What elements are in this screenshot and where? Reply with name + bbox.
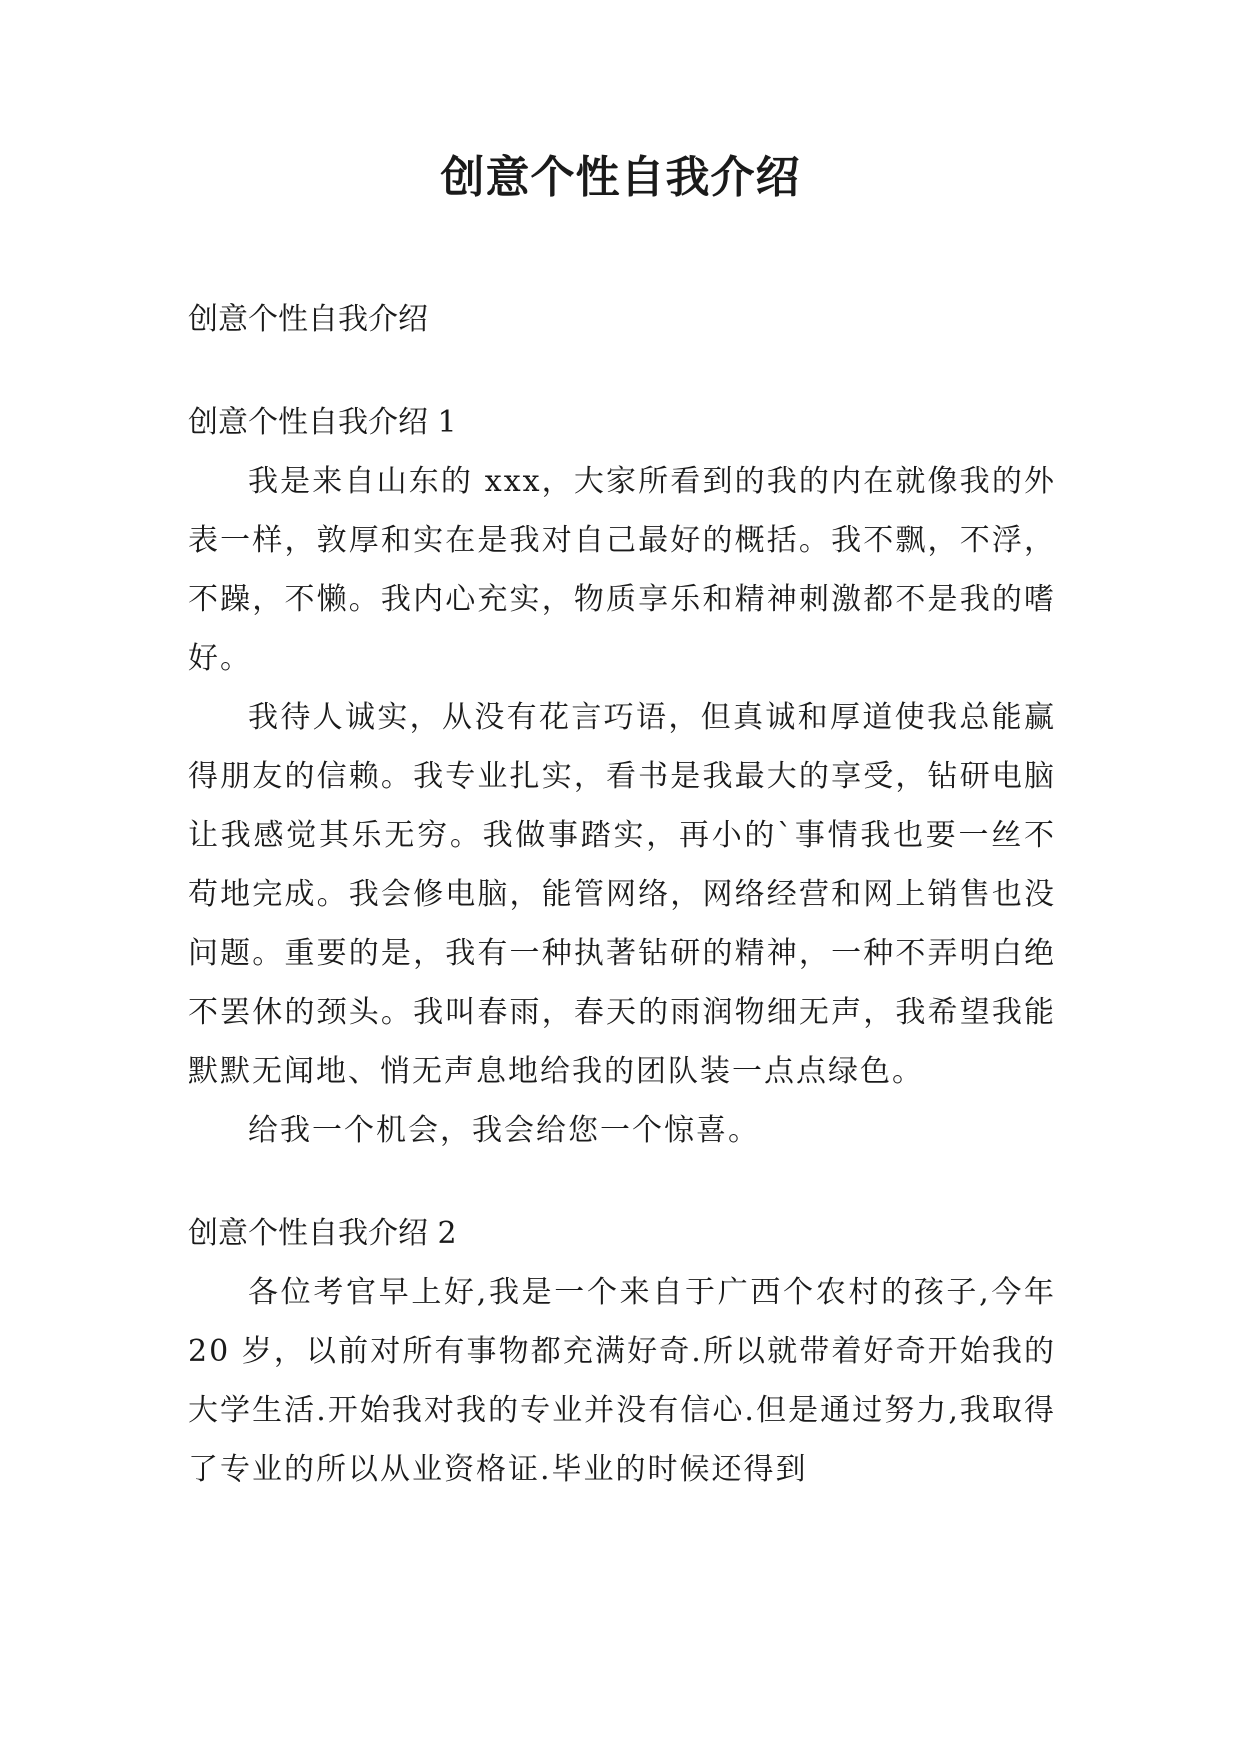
paragraph: 给我一个机会，我会给您一个惊喜。 <box>248 1113 760 1148</box>
section-2 <box>188 1204 1056 1499</box>
section-1 <box>188 393 1056 1160</box>
section-heading: 创意个性自我介绍 2 <box>188 1216 457 1251</box>
paragraph: 各位考官早上好,我是一个来自于广西个农村的孩子,今年 20 岁，以前对所有事物都充满好奇.所以就带着好奇开始我的大学生活.开始我对我的专业并没有信心.但是通过努力,我取得了专业的所以从业资格证.毕业的时候还得到 <box>188 1275 1056 1487</box>
paragraph: 我待人诚实，从没有花言巧语，但真诚和厚道使我总能赢得朋友的信赖。我专业扎实，看书是我最大的享受，钻研电脑让我感觉其乐无穷。我做事踏实，再小的`事情我也要一丝不苟地完成。我会修电脑，能管网络，网络经营和网上销售也没问题。重要的是，我有一种执著钻研的精神，一种不弄明白绝不罢休的颈头。我叫春雨，春天的雨润物细无声，我希望我能默默无闻地、悄无声息地给我的团队装一点点绿色。 <box>188 700 1056 1089</box>
section-heading: 创意个性自我介绍 1 <box>188 405 457 440</box>
document-title: 创意个性自我介绍 <box>440 152 801 203</box>
section-spacer <box>188 1160 1056 1204</box>
document-body <box>188 290 1056 1499</box>
paragraph: 我是来自山东的 xxx，大家所看到的我的内在就像我的外表一样，敦厚和实在是我对自己最好的概括。我不飘，不浮，不躁，不懒。我内心充实，物质享乐和精神刺激都不是我的嗜好。 <box>188 464 1056 676</box>
document-subtitle: 创意个性自我介绍 <box>188 302 428 337</box>
